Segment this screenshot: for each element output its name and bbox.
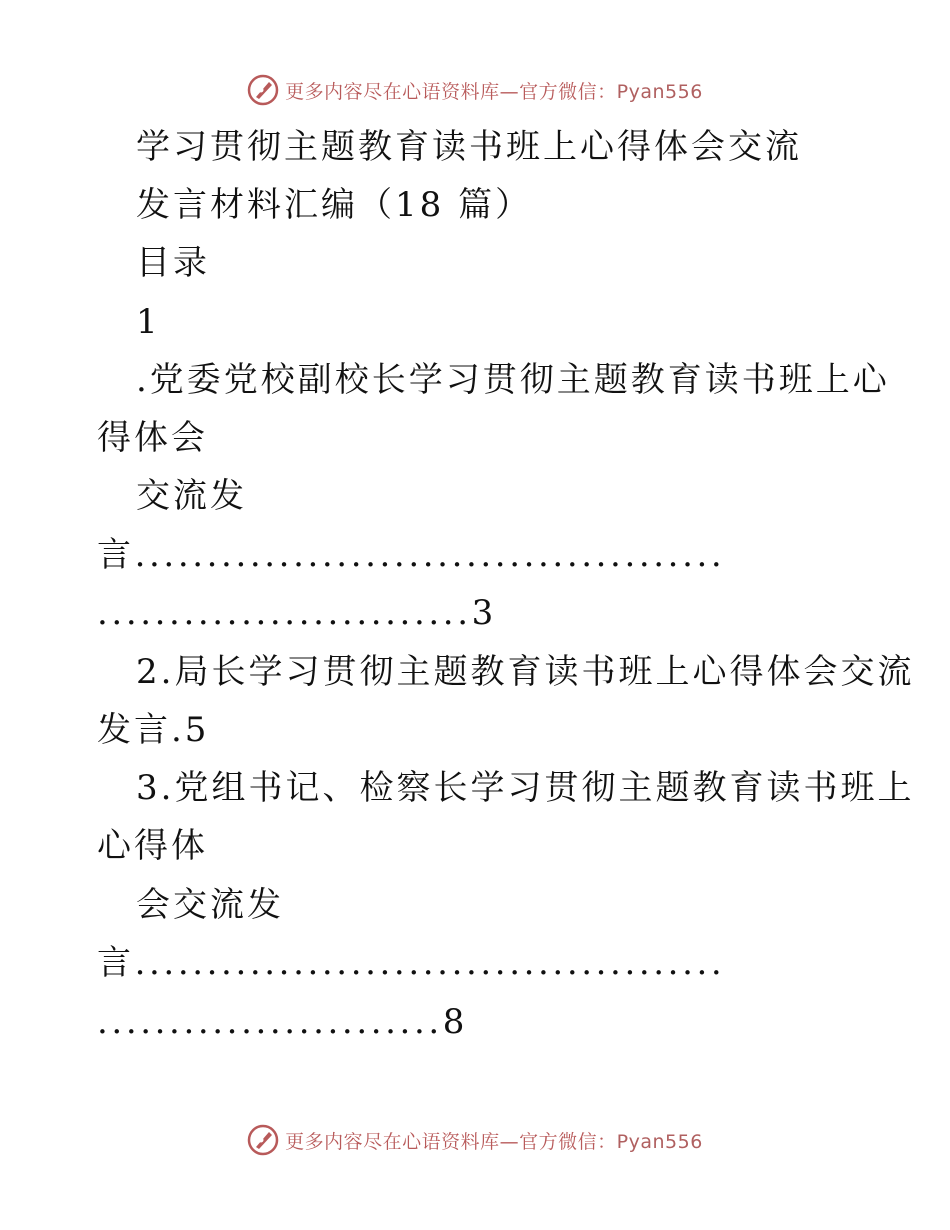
document-title-line1: 学习贯彻主题教育读书班上心得体会交流 bbox=[136, 127, 802, 167]
toc-item-1-title-c: 交流发 bbox=[136, 476, 247, 516]
toc-item-1-leader-a: 言......................................... bbox=[97, 535, 726, 575]
footer-watermark bbox=[0, 1120, 950, 1160]
watermark-text: 更多内容尽在心语资料库—官方微信：Pyan556 bbox=[285, 80, 703, 103]
toc-item-1-number: 1 bbox=[136, 302, 161, 342]
toc-item-3-leader-a: 言......................................... bbox=[97, 943, 726, 983]
toc-item-1-leader-page: ..........................3 bbox=[97, 593, 497, 633]
document-title-line2: 发言材料汇编（18 篇） bbox=[136, 185, 533, 225]
toc-item-2-title-b: 发言.5 bbox=[97, 710, 210, 750]
watermark-text: 更多内容尽在心语资料库—官方微信：Pyan556 bbox=[285, 1130, 703, 1153]
toc-item-3-title-c: 会交流发 bbox=[136, 885, 284, 925]
toc-item-1-title-a: .党委党校副校长学习贯彻主题教育读书班上心 bbox=[136, 360, 890, 400]
toc-item-3-leader-page: ........................8 bbox=[97, 1002, 469, 1042]
toc-heading: 目录 bbox=[136, 243, 210, 283]
toc-item-3-title-a: 3.党组书记、检察长学习贯彻主题教育读书班上 bbox=[136, 768, 915, 808]
toc-item-2-title-a: 2.局长学习贯彻主题教育读书班上心得体会交流 bbox=[136, 652, 915, 692]
toc-item-3-title-b: 心得体 bbox=[97, 826, 208, 866]
toc-item-1-title-b: 得体会 bbox=[97, 418, 208, 458]
quill-pen-icon bbox=[247, 74, 279, 106]
header-watermark bbox=[0, 70, 950, 110]
quill-pen-icon bbox=[247, 1124, 279, 1156]
